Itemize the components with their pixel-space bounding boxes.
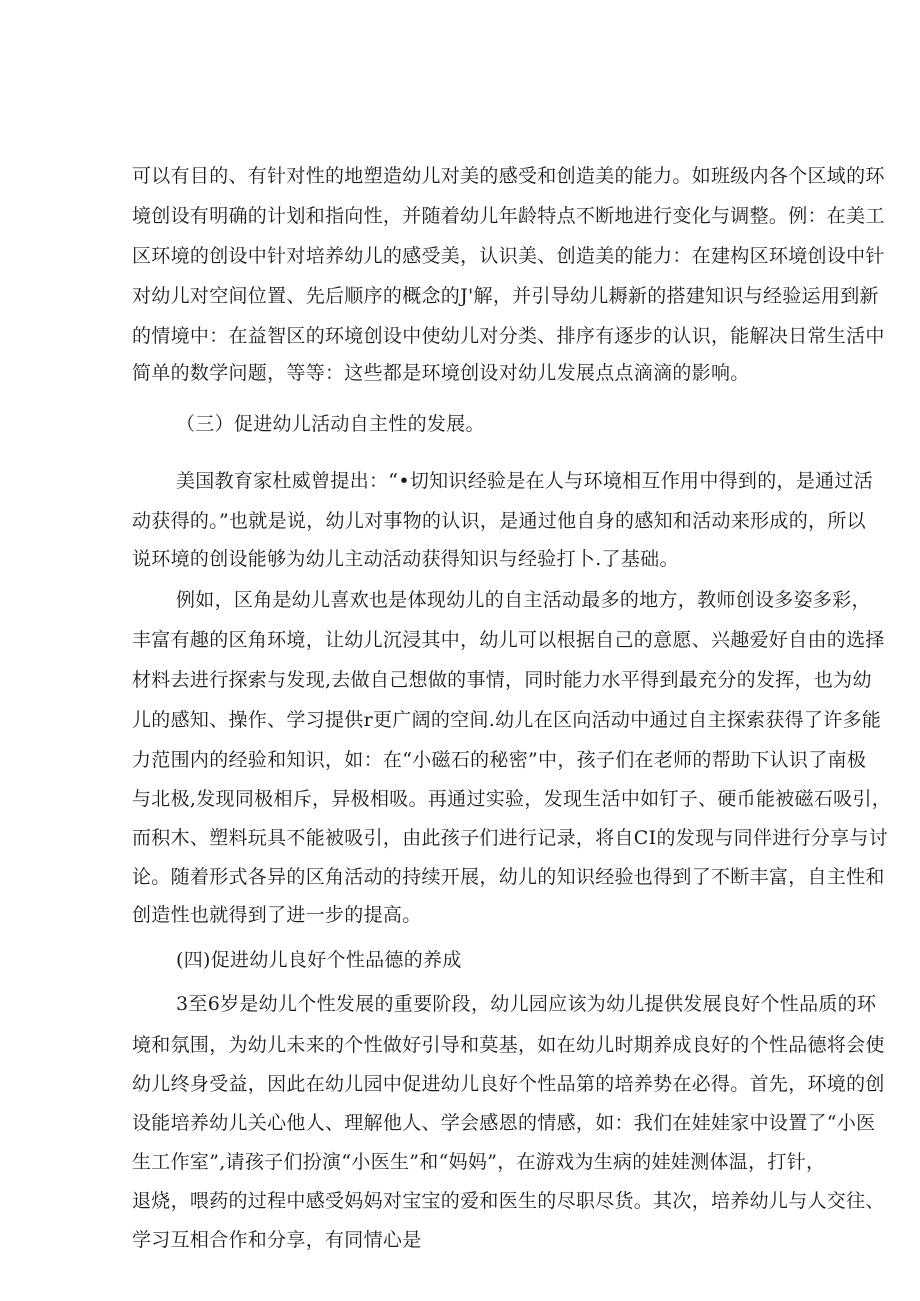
paragraph-1-line-6: 简单的数学问题，等等：这些都是环境创设对幼儿发展点点滴滴的影响。: [132, 362, 750, 384]
paragraph-2-line-2: 动获得的。”也就是说，幼儿对事物的认识，是通过他自身的感知和活动来形成的，所以: [132, 510, 866, 532]
paragraph-1-line-2: 境创设有明确的计划和指向性，并随着幼儿年龄特点不断地进行变化与调整。例：在美工: [132, 205, 885, 227]
paragraph-4-line-2: 境和氛围，为幼儿未来的个性做好引导和莫基，如在幼儿时期养成良好的个性品德将会使: [132, 1034, 885, 1056]
paragraph-4-line-7: 学习互相合作和分享，有同情心是: [132, 1229, 422, 1251]
paragraph-4-line-1: 3至6岁是幼儿个性发展的重要阶段，幼儿园应该为幼儿提供发展良好个性品质的环: [176, 993, 877, 1015]
paragraph-2-line-3: 说环境的创设能够为幼儿主动活动获得知识与经验打卜.了基础。: [132, 548, 679, 570]
paragraph-3-line-2: 丰富有趣的区角环境，让幼儿沉浸其中，幼儿可以根据自己的意愿、兴趣爱好自由的选择: [132, 629, 885, 651]
paragraph-4-line-6: 退烧，喂药的过程中感受妈妈对宝宝的爱和医生的尽职尽货。其次，培养幼儿与人交往、: [132, 1190, 885, 1212]
paragraph-3-line-9: 创造性也就得到了进一步的提高。: [132, 904, 422, 926]
paragraph-3-line-3: 材料去进行探索与发现,去做自己想做的事情，同时能力水平得到最充分的发挥，也为幼: [132, 669, 872, 691]
paragraph-3-line-4: 儿的感知、操作、学习提供r更广阔的空间.幼儿在区向活动中通过自主探索获得了许多能: [132, 709, 882, 731]
paragraph-3-line-8: 论。随着形式各异的区角活动的持续开展，幼儿的知识经验也得到了不断丰富，自主性和: [132, 866, 885, 888]
section-heading-4: (四)促进幼儿良好个性品德的养成: [176, 949, 462, 971]
paragraph-1-line-3: 区环境的创设中针对培养幼儿的感受美，认识美、创造美的能力：在建构区环境创设中针: [132, 245, 885, 267]
paragraph-4-line-5: 生工作室”,请孩子们扮演“小医生”和“妈妈”，在游戏为生病的娃娃测体温，打针，: [132, 1151, 826, 1173]
paragraph-1-line-4: 对幼儿对空间位置、先后顺序的概念的J'解，并引导幼儿耨新的搭建知识与经验运用到新: [132, 285, 879, 307]
paragraph-3-line-5: 力范围内的经验和知识，如：在“小磁石的秘密”中，孩子们在老师的帮助下认识了南极: [132, 749, 867, 771]
paragraph-4-line-4: 设能培养幼儿关心他人、理解他人、学会感恩的情感，如：我们在娃娃家中设置了“小医: [132, 1112, 876, 1134]
paragraph-3-line-7: 而积木、塑料玩具不能被吸引，由此孩子们进行记录，将自CI的发现与同伴进行分享与讨: [132, 827, 889, 849]
paragraph-3-line-1: 例如，区角是幼儿喜欢也是体现幼儿的自主活动最多的地方，教师创设多姿多彩，: [176, 589, 871, 611]
paragraph-3-line-6: 与北极,发现同极相斥，异极相吸。再通过实验，发现生活中如钉子、硬币能被磁石吸引，: [132, 788, 892, 810]
section-heading-3: （三）促进幼儿活动自主性的发展。: [176, 413, 485, 435]
paragraph-1-line-1: 可以有目的、有针对性的地塑造幼儿对美的感受和创造美的能力。如班级内各个区域的环: [132, 165, 885, 187]
paragraph-1-line-5: 的情境中：在益智区的环境创设中使幼儿对分类、排序有逐步的认识，能解决日常生活中: [132, 325, 885, 347]
paragraph-2-line-1: 美国教育家杜威曾提出：“•切知识经验是在人与环境相互作用中得到的，是通过活: [176, 470, 874, 492]
paragraph-4-line-3: 幼儿终身受益，因此在幼儿园中促进幼儿良好个性品第的培养势在必得。首先，环境的创: [132, 1073, 885, 1095]
